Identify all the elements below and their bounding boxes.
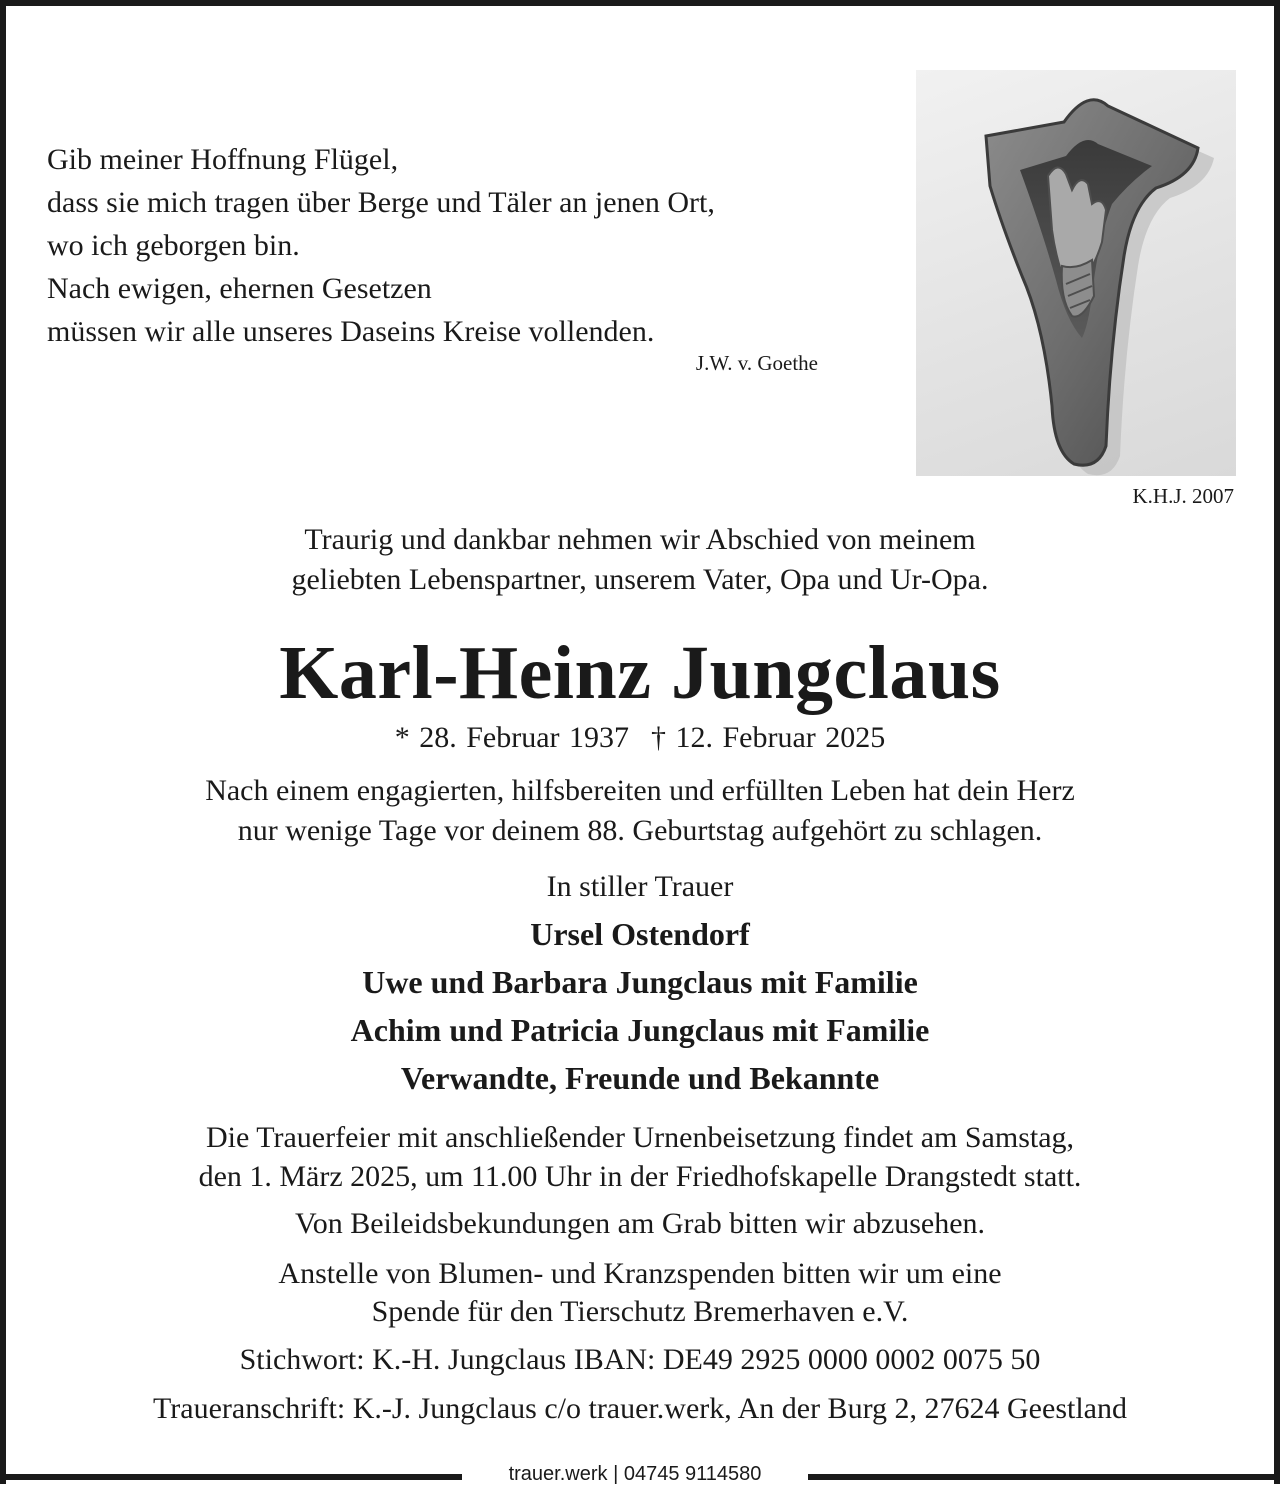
mourner-name: Uwe und Barbara Jungclaus mit Familie bbox=[362, 964, 918, 1000]
poem bbox=[47, 138, 827, 353]
intro-line: Traurig und dankbar nehmen wir Abschied von meinem bbox=[304, 523, 976, 556]
poem-line: Nach ewigen, ehernen Gesetzen bbox=[47, 272, 432, 305]
service-info bbox=[40, 1118, 1240, 1196]
mourning-address: Traueranschrift: K.-J. Jungclaus c/o trauer.werk, An der Burg 2, 27624 Geestland bbox=[153, 1392, 1127, 1425]
cross-sculpture-icon bbox=[916, 70, 1236, 476]
life-text bbox=[40, 771, 1240, 851]
condolence-note: Von Beileidsbekundungen am Grab bitten wir abzusehen. bbox=[294, 1207, 986, 1240]
mourners-list bbox=[40, 910, 1240, 1102]
service-line: den 1. März 2025, um 11.00 Uhr in der Friedhofskapelle Drangstedt statt. bbox=[198, 1160, 1082, 1193]
poem-line: wo ich geborgen bin. bbox=[47, 229, 300, 262]
life-line: Nach einem engagierten, hilfsbereiten und erfüllten Leben hat dein Herz bbox=[205, 774, 1075, 807]
life-dates bbox=[40, 718, 1240, 758]
bottom-rule-left bbox=[0, 1474, 462, 1480]
poem-line: müssen wir alle unseres Daseins Kreise vollenden. bbox=[47, 315, 655, 348]
service-line: Die Trauerfeier mit anschließender Urnenbeisetzung findet am Samstag, bbox=[205, 1121, 1075, 1154]
life-line: nur wenige Tage vor deinem 88. Geburtstag aufgehört zu schlagen. bbox=[237, 814, 1043, 847]
death-date: † 12. Februar 2025 bbox=[651, 721, 886, 754]
intro-line: geliebten Lebenspartner, unserem Vater, Opa und Ur-Opa. bbox=[291, 563, 989, 596]
donation-request bbox=[40, 1255, 1240, 1331]
donation-line: Anstelle von Blumen- und Kranzspenden bitten wir um eine bbox=[278, 1257, 1002, 1290]
mourners-intro: In stiller Trauer bbox=[546, 870, 734, 903]
birth-date: * 28. Februar 1937 bbox=[394, 721, 629, 754]
deceased-name: Karl-Heinz Jungclaus bbox=[279, 631, 1001, 715]
donation-line: Spende für den Tierschutz Bremerhaven e.V. bbox=[371, 1295, 909, 1328]
poem-line: Gib meiner Hoffnung Flügel, bbox=[47, 143, 399, 176]
bottom-rule-right bbox=[808, 1474, 1280, 1480]
cross-sculpture-photo bbox=[916, 70, 1236, 476]
donation-keyword-iban: Stichwort: K.-H. Jungclaus IBAN: DE49 2925 0000 0002 0075 50 bbox=[239, 1343, 1041, 1376]
farewell-intro bbox=[40, 520, 1240, 600]
poem-line: dass sie mich tragen über Berge und Täler an jenen Ort, bbox=[47, 186, 715, 219]
mourner-name: Ursel Ostendorf bbox=[530, 916, 750, 952]
poem-author: J.W. v. Goethe bbox=[695, 351, 818, 375]
photo-caption: K.H.J. 2007 bbox=[1132, 484, 1234, 508]
mourner-name: Verwandte, Freunde und Bekannte bbox=[400, 1060, 880, 1096]
footer-imprint: trauer.werk | 04745 9114580 bbox=[508, 1463, 762, 1485]
mourner-name: Achim und Patricia Jungclaus mit Familie bbox=[350, 1012, 930, 1048]
